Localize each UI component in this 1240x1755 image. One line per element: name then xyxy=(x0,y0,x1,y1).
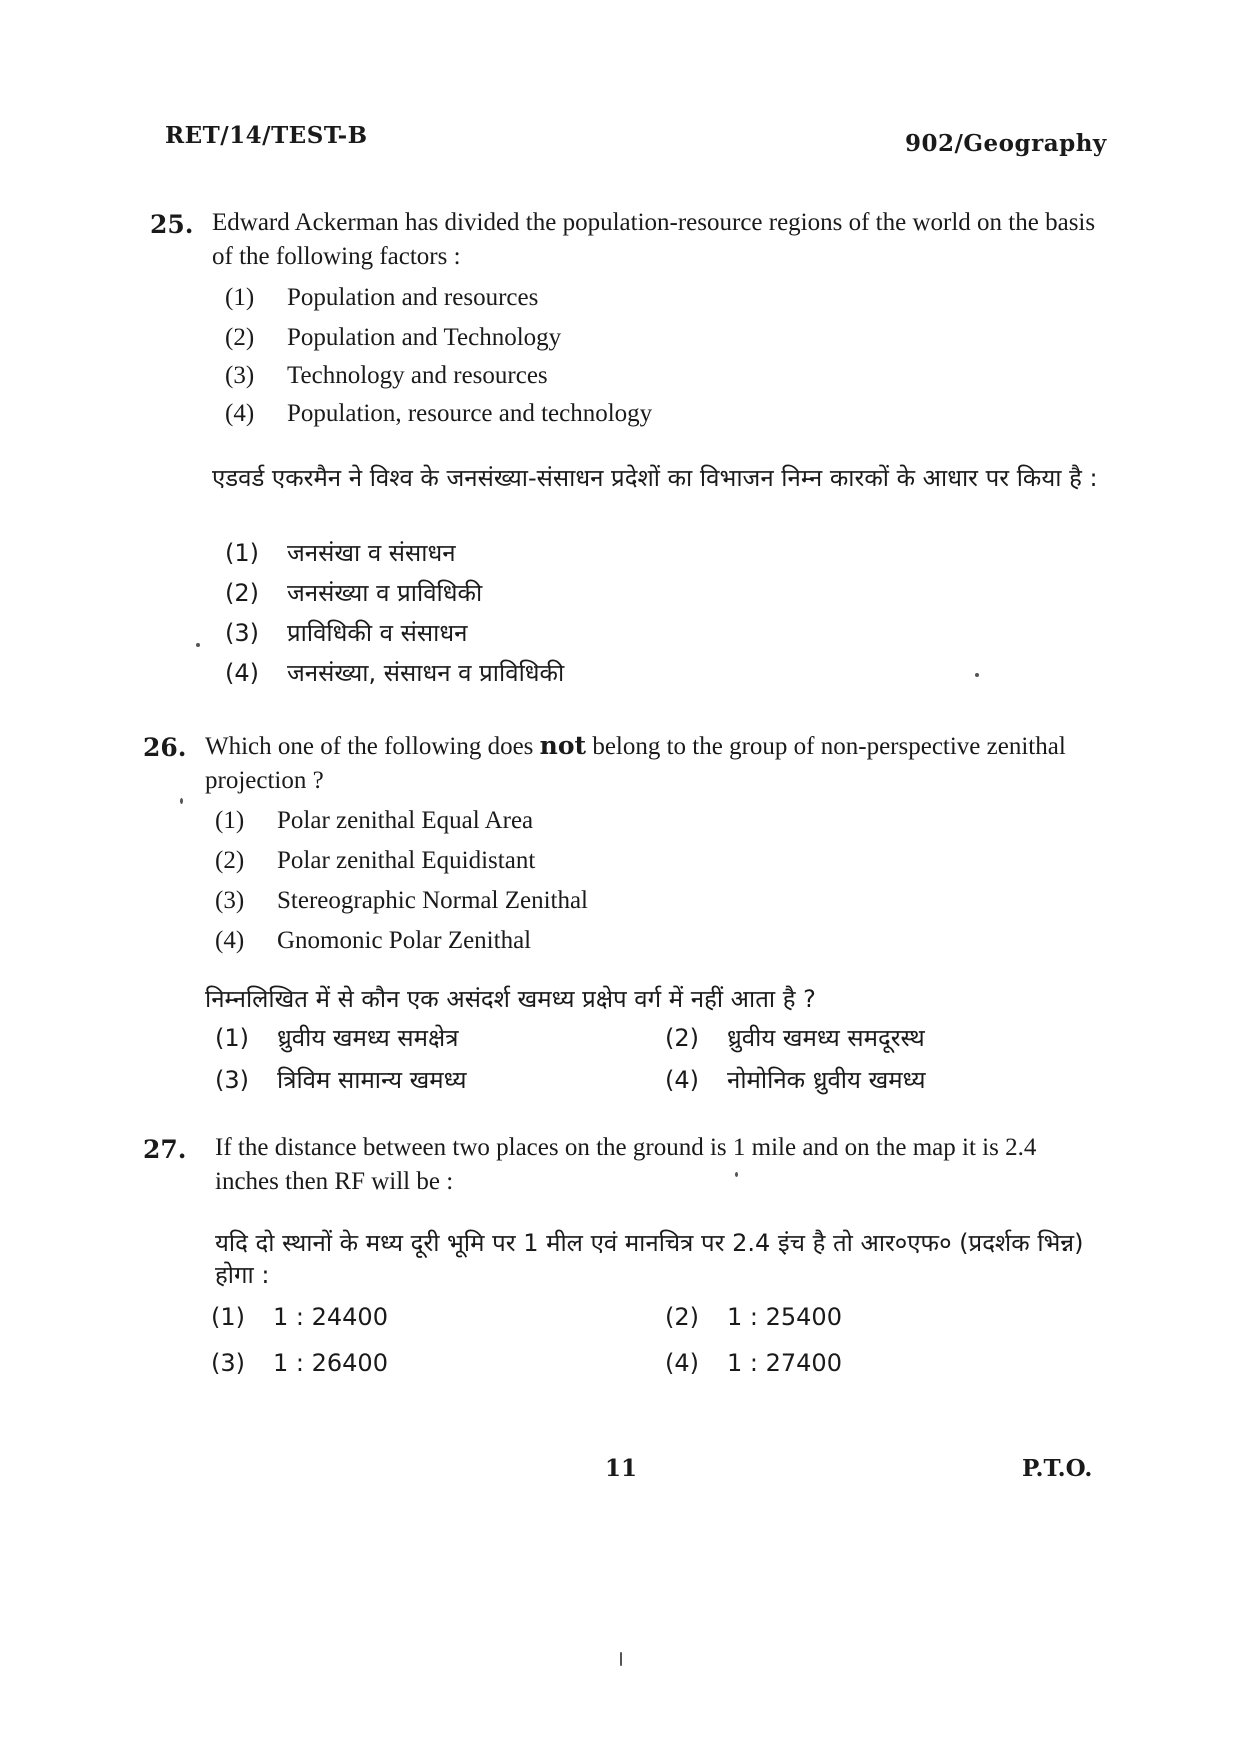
option-text: Population and resources xyxy=(287,284,539,311)
option-label: (3) xyxy=(225,619,259,647)
question-25 xyxy=(150,210,1110,690)
option-text: जनसंख्या, संसाधन व प्राविधिकी xyxy=(287,659,565,687)
option-text: 1 : 25400 xyxy=(727,1303,842,1331)
option-hi-3 xyxy=(225,616,467,649)
option-text: जनसंखा व संसाधन xyxy=(287,539,456,567)
option-label: (4) xyxy=(665,1349,699,1377)
option-hi-2 xyxy=(225,576,482,609)
option-en-4 xyxy=(225,400,652,428)
option-label: (4) xyxy=(215,927,245,954)
question-text-en: Edward Ackerman has divided the population-resource regions of the world on the basis of the following factors : xyxy=(212,209,1096,270)
question-text-en: If the distance between two places on the ground is 1 mile and on the map it is 2.4 inches then RF will be : xyxy=(215,1134,1037,1195)
question-text-hi: यदि दो स्थानों के मध्य दूरी भूमि पर 1 मील एवं मानचित्र पर 2.4 इंच है तो आर०एफ० (प्रदर्शक भिन्न) होगा : xyxy=(215,1229,1084,1289)
option-label: (1) xyxy=(215,1024,249,1052)
page-number: 11 xyxy=(605,1455,638,1482)
option-text: नोमोनिक ध्रुवीय खमध्य xyxy=(727,1066,926,1094)
option-text: त्रिविम सामान्य खमध्य xyxy=(277,1066,467,1094)
option-2 xyxy=(665,1303,842,1331)
option-label: (1) xyxy=(225,284,255,311)
option-text: 1 : 24400 xyxy=(273,1303,388,1331)
option-text: Polar zenithal Equidistant xyxy=(277,847,536,874)
option-text: Technology and resources xyxy=(287,362,548,389)
option-text: ध्रुवीय खमध्य समक्षेत्र xyxy=(277,1024,459,1052)
scan-speck xyxy=(180,798,183,804)
option-en-2 xyxy=(215,847,535,875)
option-text: जनसंख्या व प्राविधिकी xyxy=(287,579,483,607)
option-text: प्राविधिकी व संसाधन xyxy=(287,619,468,647)
option-text: Population and Technology xyxy=(287,324,562,351)
option-text: 1 : 27400 xyxy=(727,1349,842,1377)
option-label: (3) xyxy=(211,1349,245,1377)
option-label: (4) xyxy=(225,659,259,687)
option-label: (2) xyxy=(225,579,259,607)
question-number: 27. xyxy=(143,1135,187,1164)
option-text: Population, resource and technology xyxy=(287,400,653,427)
option-label: (1) xyxy=(215,807,245,834)
option-en-2 xyxy=(225,324,561,352)
option-hi-2 xyxy=(665,1021,925,1054)
scan-speck xyxy=(975,673,979,677)
option-label: (2) xyxy=(225,324,255,351)
question-27 xyxy=(143,1135,1103,1405)
option-text: Gnomonic Polar Zenithal xyxy=(277,927,532,954)
option-hi-3 xyxy=(215,1063,467,1096)
scan-speck xyxy=(735,1172,738,1177)
option-en-3 xyxy=(215,887,588,915)
option-label: (3) xyxy=(215,1066,249,1094)
option-3 xyxy=(211,1349,388,1377)
option-en-1 xyxy=(225,284,538,312)
option-label: (3) xyxy=(215,887,245,914)
scan-speck xyxy=(620,1652,622,1666)
option-4 xyxy=(665,1349,842,1377)
question-text-hi: एडवर्ड एकरमैन ने विश्व के जनसंख्या-संसाधन प्रदेशों का विभाजन निम्न कारकों के आधार पर किया है : xyxy=(212,464,1098,492)
option-en-1 xyxy=(215,807,533,835)
option-label: (2) xyxy=(665,1303,699,1331)
option-label: (2) xyxy=(665,1024,699,1052)
option-en-3 xyxy=(225,362,548,390)
option-text: Stereographic Normal Zenithal xyxy=(277,887,588,914)
option-hi-4 xyxy=(225,656,564,689)
scan-speck xyxy=(196,643,200,647)
option-label: (4) xyxy=(665,1066,699,1094)
question-26 xyxy=(143,733,1103,1093)
option-label: (1) xyxy=(225,539,259,567)
option-hi-1 xyxy=(215,1021,458,1054)
subject-code: 902/Geography xyxy=(905,130,1107,157)
question-text-en: Which one of the following does not belong to the group of non-perspective zenithal projection ? xyxy=(205,731,1066,794)
option-label: (4) xyxy=(225,400,255,427)
option-hi-4 xyxy=(665,1063,926,1096)
option-en-4 xyxy=(215,927,531,955)
option-label: (1) xyxy=(211,1303,245,1331)
pto-label: P.T.O. xyxy=(1022,1455,1093,1482)
question-number: 26. xyxy=(143,733,187,762)
option-1 xyxy=(211,1303,388,1331)
question-text-hi: निम्नलिखित में से कौन एक असंदर्श खमध्य प्रक्षेप वर्ग में नहीं आता है ? xyxy=(205,985,816,1013)
paper-code: RET/14/TEST-B xyxy=(165,122,368,149)
option-text: 1 : 26400 xyxy=(273,1349,388,1377)
option-label: (3) xyxy=(225,362,255,389)
option-label: (2) xyxy=(215,847,245,874)
question-number: 25. xyxy=(150,210,194,239)
option-hi-1 xyxy=(225,536,456,569)
option-text: Polar zenithal Equal Area xyxy=(277,807,534,834)
option-text: ध्रुवीय खमध्य समदूरस्थ xyxy=(727,1024,925,1052)
